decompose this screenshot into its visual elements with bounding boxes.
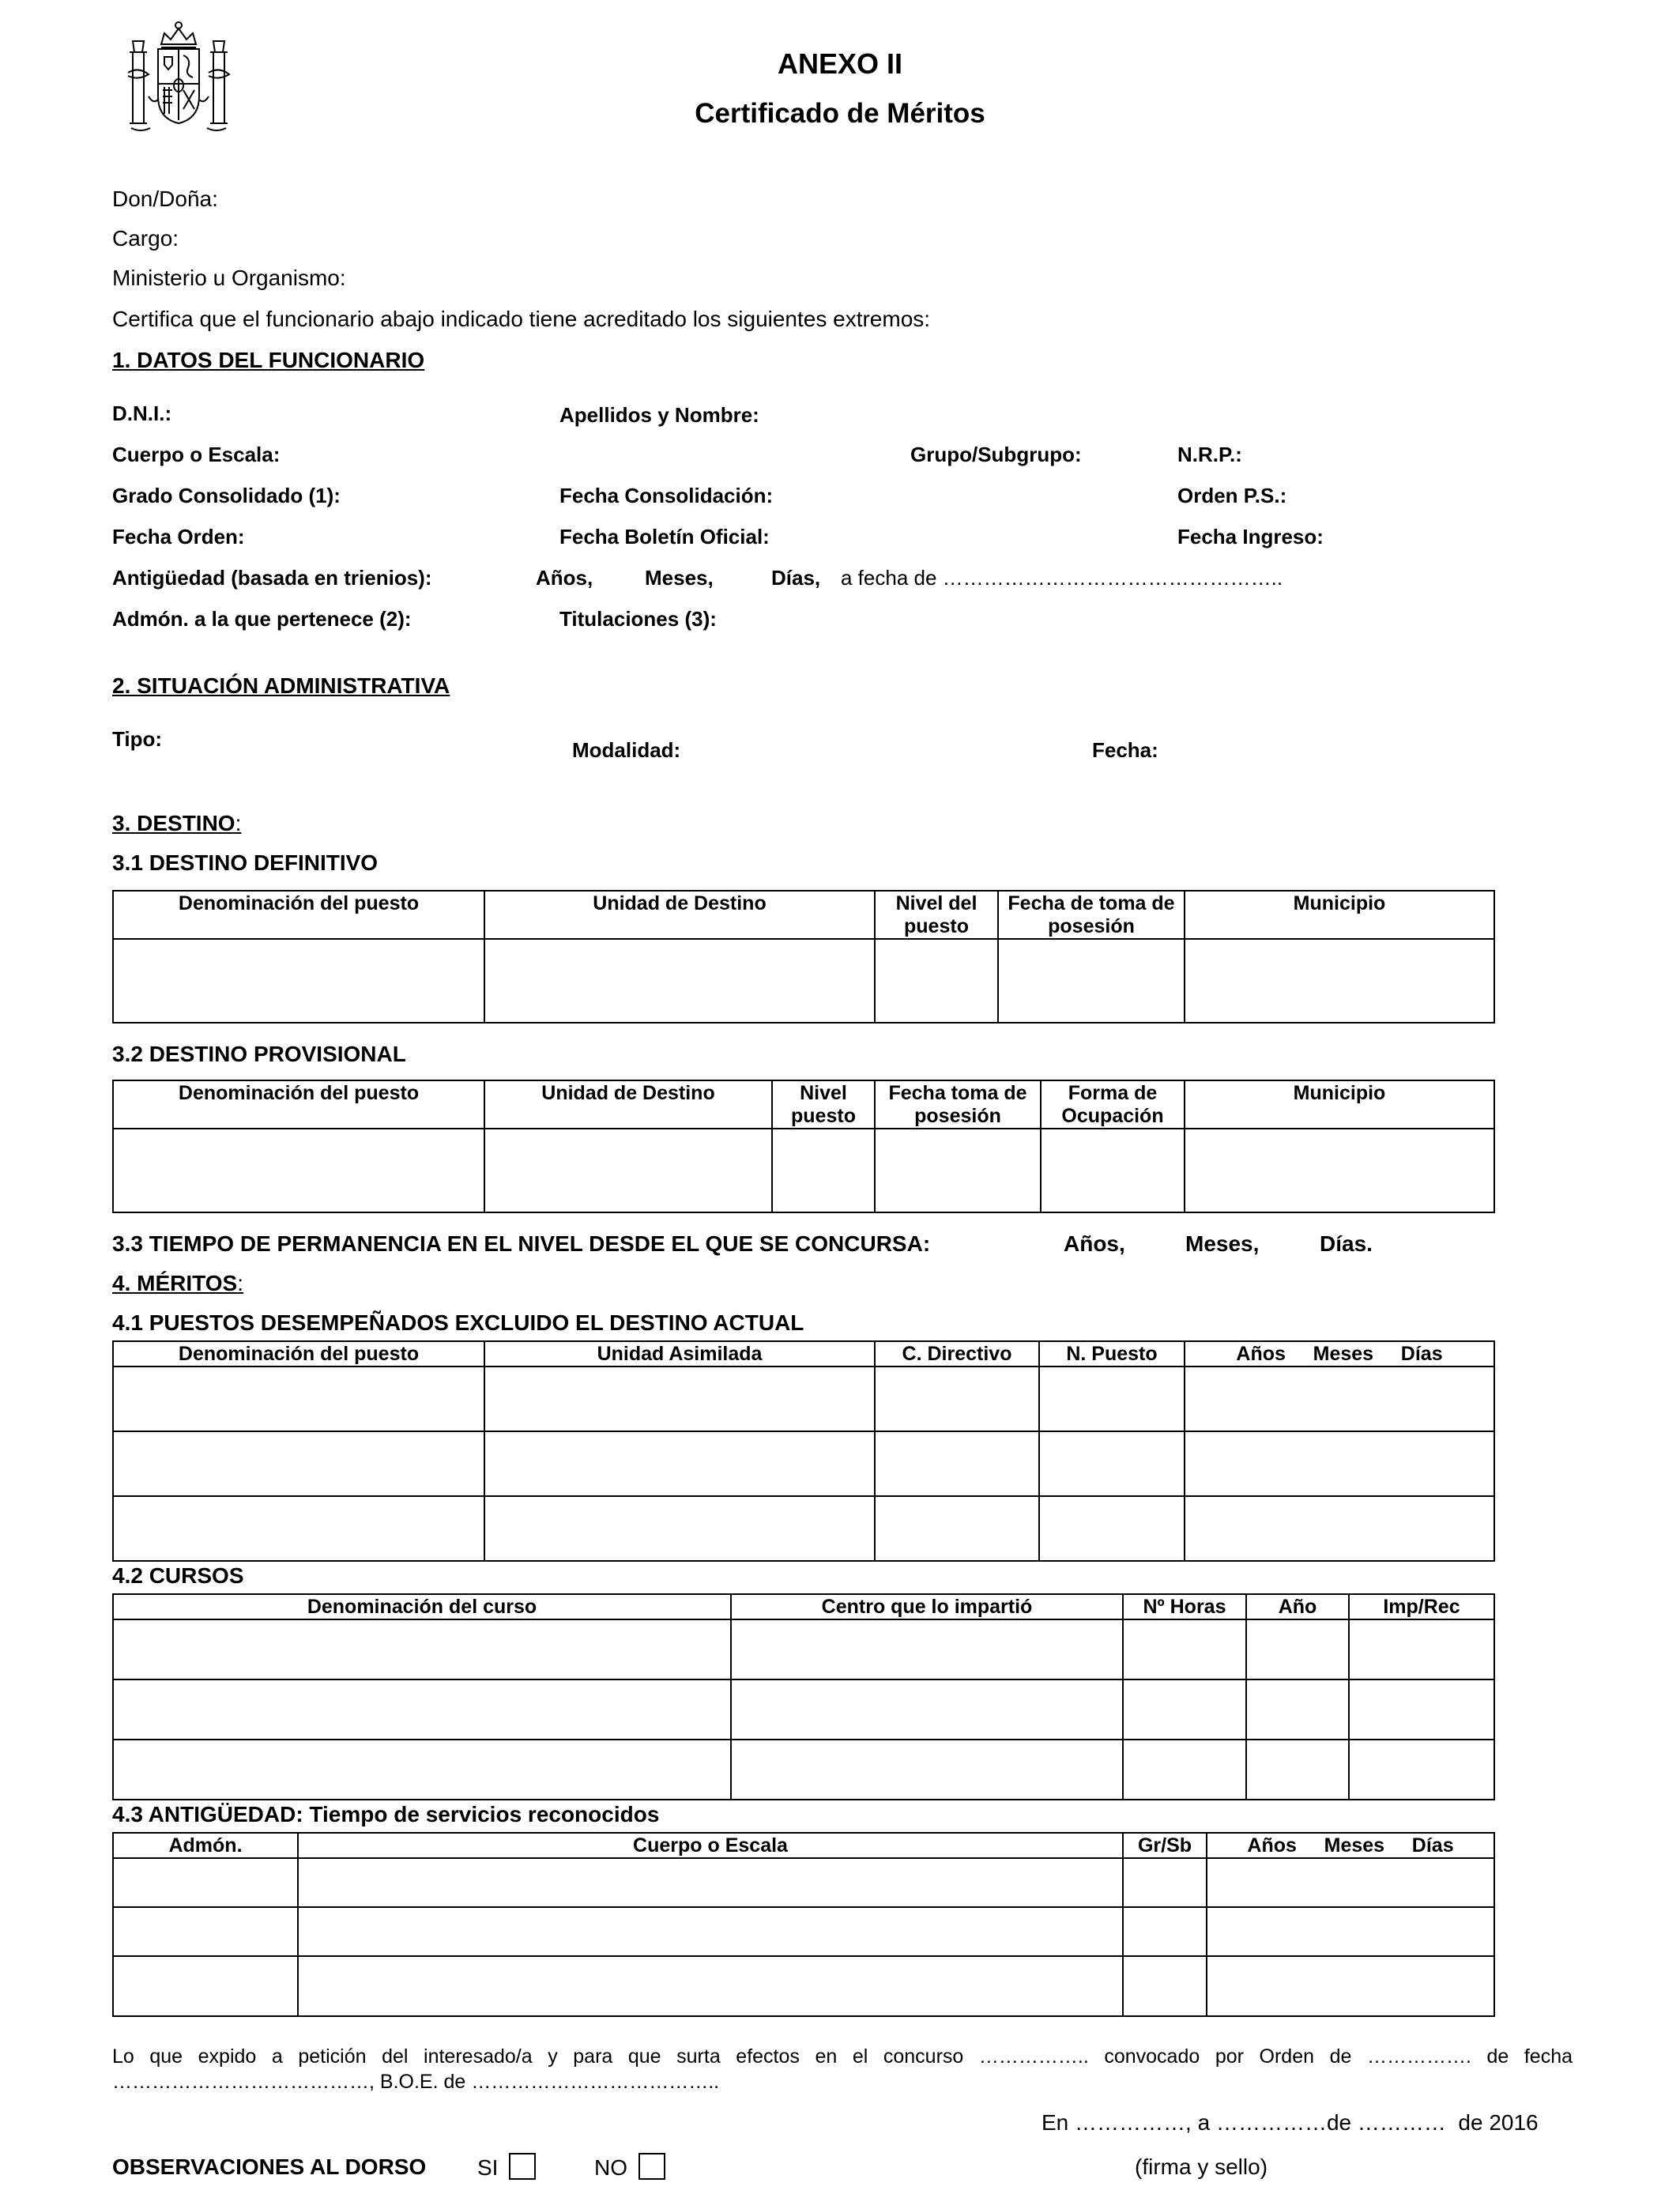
header-imp-rec: Imp/Rec bbox=[1349, 1594, 1494, 1619]
table-cell[interactable] bbox=[1185, 1431, 1494, 1496]
header-fecha-toma: Fecha toma de posesión bbox=[875, 1080, 1041, 1129]
table-cell[interactable] bbox=[772, 1129, 875, 1212]
fecha-boletin-label: Fecha Boletín Oficial: bbox=[559, 525, 770, 548]
section-3-2-title: 3.2 DESTINO PROVISIONAL bbox=[112, 1042, 406, 1066]
header-horas: Nº Horas bbox=[1123, 1594, 1246, 1619]
section-3-1-title: 3.1 DESTINO DEFINITIVO bbox=[112, 850, 379, 875]
table-cell[interactable] bbox=[1207, 1858, 1494, 1907]
ministerio-label: Ministerio u Organismo: bbox=[112, 266, 346, 290]
table-cell[interactable] bbox=[1185, 1129, 1494, 1212]
table-cell[interactable] bbox=[1039, 1496, 1185, 1561]
section-3-title bbox=[112, 811, 241, 836]
cuerpo-label: Cuerpo o Escala: bbox=[112, 443, 281, 466]
antiguedad-dias: Días, bbox=[771, 566, 821, 590]
table-row bbox=[113, 1858, 1494, 1907]
table-cell[interactable] bbox=[875, 939, 998, 1023]
table-cell[interactable] bbox=[298, 1956, 1123, 2016]
fecha-label: Fecha: bbox=[1092, 738, 1158, 762]
antiguedad-fecha: a fecha de ………………………………………….. bbox=[841, 566, 1283, 590]
section-2-title: 2. SITUACIÓN ADMINISTRATIVA bbox=[112, 673, 450, 698]
table-row bbox=[113, 1367, 1494, 1431]
fecha-ingreso-label: Fecha Ingreso: bbox=[1177, 525, 1324, 548]
header-denominacion: Denominación del puesto bbox=[113, 891, 484, 939]
expedicion-text-line1: Lo que expido a petición del interesado/a y para que surta efectos en el concurso …………….. convocado por Orden de ……………. de fecha bbox=[112, 2045, 1573, 2068]
destino-provisional-table bbox=[112, 1080, 1495, 1213]
table-row bbox=[113, 1740, 1494, 1800]
table-cell[interactable] bbox=[484, 1431, 875, 1496]
apellidos-label: Apellidos y Nombre: bbox=[559, 403, 759, 427]
no-checkbox[interactable] bbox=[638, 2153, 665, 2180]
table-cell[interactable] bbox=[1123, 1740, 1246, 1800]
observaciones-label: OBSERVACIONES AL DORSO bbox=[112, 2154, 427, 2179]
table-cell[interactable] bbox=[1185, 1496, 1494, 1561]
permanencia-anos: Años, bbox=[1064, 1231, 1125, 1256]
section-4-title bbox=[112, 1271, 243, 1296]
grado-label: Grado Consolidado (1): bbox=[112, 484, 341, 507]
header-cuerpo: Cuerpo o Escala bbox=[298, 1833, 1123, 1858]
observaciones-no bbox=[594, 2153, 665, 2181]
table-cell[interactable] bbox=[298, 1858, 1123, 1907]
table-cell[interactable] bbox=[484, 1129, 772, 1212]
table-cell[interactable] bbox=[113, 1956, 298, 2016]
header-admon: Admón. bbox=[113, 1833, 298, 1858]
header-centro: Centro que lo impartió bbox=[731, 1594, 1123, 1619]
fecha-orden-label: Fecha Orden: bbox=[112, 525, 245, 548]
table-cell[interactable] bbox=[113, 1679, 731, 1740]
orden-ps-label: Orden P.S.: bbox=[1177, 484, 1287, 507]
header-unidad-destino: Unidad de Destino bbox=[484, 1080, 772, 1129]
table-cell[interactable] bbox=[731, 1679, 1123, 1740]
table-cell[interactable] bbox=[484, 1496, 875, 1561]
section-4-3-title: 4.3 ANTIGÜEDAD: Tiempo de servicios reconocidos bbox=[112, 1802, 660, 1826]
header-ano: Año bbox=[1246, 1594, 1349, 1619]
modalidad-label: Modalidad: bbox=[572, 738, 681, 762]
header-municipio: Municipio bbox=[1185, 891, 1494, 939]
header-unidad-destino: Unidad de Destino bbox=[484, 891, 875, 939]
header-denominacion-curso: Denominación del curso bbox=[113, 1594, 731, 1619]
permanencia-meses: Meses, bbox=[1185, 1231, 1260, 1256]
table-cell[interactable] bbox=[113, 939, 484, 1023]
table-cell[interactable] bbox=[113, 1619, 731, 1679]
header-forma-ocupacion: Forma de Ocupación bbox=[1041, 1080, 1185, 1129]
destino-definitivo-table bbox=[112, 890, 1495, 1023]
table-cell[interactable] bbox=[875, 1129, 1041, 1212]
section-4-1-title: 4.1 PUESTOS DESEMPEÑADOS EXCLUIDO EL DESTINO ACTUAL bbox=[112, 1310, 804, 1335]
grupo-label: Grupo/Subgrupo: bbox=[910, 443, 1082, 466]
table-row bbox=[113, 1431, 1494, 1496]
page-title: ANEXO II bbox=[777, 47, 903, 80]
table-cell[interactable] bbox=[484, 1367, 875, 1431]
table-cell[interactable] bbox=[731, 1740, 1123, 1800]
table-cell[interactable] bbox=[1039, 1367, 1185, 1431]
table-cell[interactable] bbox=[113, 1907, 298, 1956]
certifica-text: Certifica que el funcionario abajo indicado tiene acreditado los siguientes extremos: bbox=[112, 307, 931, 331]
table-row bbox=[113, 1907, 1494, 1956]
section-4-colon: : bbox=[237, 1271, 243, 1295]
table-cell[interactable] bbox=[1349, 1740, 1494, 1800]
si-label: SI bbox=[477, 2155, 499, 2180]
table-cell[interactable] bbox=[1246, 1740, 1349, 1800]
antiguedad-table bbox=[112, 1832, 1495, 2017]
table-cell[interactable] bbox=[113, 1129, 484, 1212]
table-row bbox=[113, 939, 1494, 1023]
table-row bbox=[113, 1679, 1494, 1740]
header-nivel: Nivel puesto bbox=[772, 1080, 875, 1129]
table-cell[interactable] bbox=[875, 1496, 1039, 1561]
header-tiempo: Años Meses Días bbox=[1185, 1341, 1494, 1367]
table-cell[interactable] bbox=[998, 939, 1185, 1023]
table-cell[interactable] bbox=[1246, 1619, 1349, 1679]
permanencia-dias: Días. bbox=[1320, 1231, 1373, 1256]
section-1-title: 1. DATOS DEL FUNCIONARIO bbox=[112, 348, 425, 372]
table-cell[interactable] bbox=[1246, 1679, 1349, 1740]
fecha-consolidacion-label: Fecha Consolidación: bbox=[559, 484, 774, 507]
section-3-colon: : bbox=[235, 811, 242, 835]
table-cell[interactable] bbox=[113, 1367, 484, 1431]
admon-label: Admón. a la que pertenece (2): bbox=[112, 607, 412, 631]
table-cell[interactable] bbox=[298, 1907, 1123, 1956]
header-unidad-asimilada: Unidad Asimilada bbox=[484, 1341, 875, 1367]
table-cell[interactable] bbox=[1349, 1619, 1494, 1679]
cargo-label: Cargo: bbox=[112, 226, 179, 251]
don-label: Don/Doña: bbox=[112, 187, 218, 211]
header-denominacion: Denominación del puesto bbox=[113, 1080, 484, 1129]
si-checkbox[interactable] bbox=[509, 2153, 536, 2180]
section-4-label: 4. MÉRITOS bbox=[112, 1271, 238, 1295]
table-cell[interactable] bbox=[1123, 1858, 1207, 1907]
titulaciones-label: Titulaciones (3): bbox=[559, 607, 717, 631]
table-cell[interactable] bbox=[1185, 939, 1494, 1023]
header-gr-sb: Gr/Sb bbox=[1123, 1833, 1207, 1858]
firma-label: (firma y sello) bbox=[1135, 2154, 1268, 2179]
tipo-label: Tipo: bbox=[112, 727, 163, 751]
header-tiempo: Años Meses Días bbox=[1207, 1833, 1494, 1858]
antiguedad-anos: Años, bbox=[536, 566, 593, 590]
header-fecha-toma: Fecha de toma de posesión bbox=[998, 891, 1185, 939]
header-denominacion: Denominación del puesto bbox=[113, 1341, 484, 1367]
table-cell[interactable] bbox=[113, 1496, 484, 1561]
section-3-label: 3. DESTINO bbox=[112, 811, 235, 835]
table-cell[interactable] bbox=[1207, 1907, 1494, 1956]
table-cell[interactable] bbox=[731, 1619, 1123, 1679]
table-cell[interactable] bbox=[1207, 1956, 1494, 2016]
no-label: NO bbox=[594, 2155, 627, 2180]
cursos-table bbox=[112, 1593, 1495, 1800]
table-row bbox=[113, 1619, 1494, 1679]
table-row bbox=[113, 1956, 1494, 2016]
table-cell[interactable] bbox=[875, 1431, 1039, 1496]
header-c-directivo: C. Directivo bbox=[875, 1341, 1039, 1367]
section-4-2-title: 4.2 CURSOS bbox=[112, 1563, 244, 1588]
table-cell[interactable] bbox=[1041, 1129, 1185, 1212]
nrp-label: N.R.P.: bbox=[1177, 443, 1242, 466]
section-3-3-title: 3.3 TIEMPO DE PERMANENCIA EN EL NIVEL DESDE EL QUE SE CONCURSA: bbox=[112, 1231, 931, 1256]
table-row bbox=[113, 1496, 1494, 1561]
expedicion-text-line2: …………………………………, B.O.E. de ……………………………….. bbox=[112, 2071, 720, 2093]
table-cell[interactable] bbox=[1039, 1431, 1185, 1496]
antiguedad-meses: Meses, bbox=[645, 566, 714, 590]
table-cell[interactable] bbox=[484, 939, 875, 1023]
table-cell[interactable] bbox=[113, 1858, 298, 1907]
header-municipio: Municipio bbox=[1185, 1080, 1494, 1129]
page-subtitle: Certificado de Méritos bbox=[695, 98, 985, 129]
table-cell[interactable] bbox=[1185, 1367, 1494, 1431]
header-nivel: Nivel del puesto bbox=[875, 891, 998, 939]
table-cell[interactable] bbox=[1123, 1619, 1246, 1679]
table-cell[interactable] bbox=[875, 1367, 1039, 1431]
puestos-table bbox=[112, 1340, 1495, 1562]
dni-label: D.N.I.: bbox=[112, 401, 172, 425]
table-cell[interactable] bbox=[1349, 1679, 1494, 1740]
table-cell[interactable] bbox=[113, 1740, 731, 1800]
table-cell[interactable] bbox=[1123, 1907, 1207, 1956]
table-cell[interactable] bbox=[1123, 1956, 1207, 2016]
observaciones-si bbox=[477, 2153, 536, 2181]
antiguedad-label: Antigüedad (basada en trienios): bbox=[112, 566, 432, 590]
lugar-fecha: En ……………, a ……………de ………… de 2016 bbox=[1042, 2110, 1539, 2135]
table-cell[interactable] bbox=[113, 1431, 484, 1496]
table-cell[interactable] bbox=[1123, 1679, 1246, 1740]
header-n-puesto: N. Puesto bbox=[1039, 1341, 1185, 1367]
table-row bbox=[113, 1129, 1494, 1212]
